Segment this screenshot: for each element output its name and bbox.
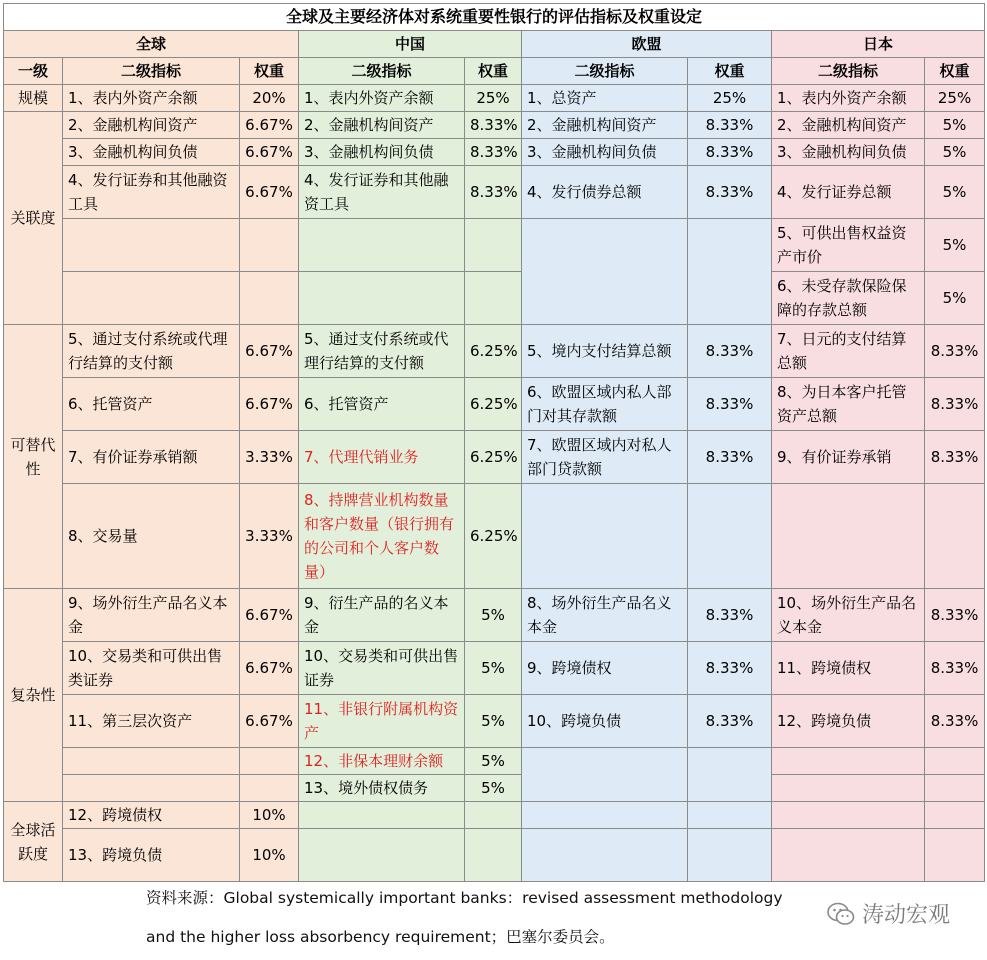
indicator-global: 1、表内外资产余额: [63, 85, 240, 112]
category-substitutability: 可替代性: [4, 325, 63, 589]
indicator-japan: [772, 775, 925, 802]
weight-japan: 25%: [925, 85, 985, 112]
table-row: [4, 112, 985, 139]
level2-header-eu: 二级指标: [522, 58, 688, 85]
table-row: [4, 139, 985, 166]
indicator-china: [299, 802, 465, 829]
table-row: [4, 219, 985, 272]
indicator-global: 9、场外衍生产品名义本金: [63, 589, 240, 642]
indicator-japan: 9、有价证券承销: [772, 431, 925, 484]
indicator-japan: 5、可供出售权益资产市价: [772, 219, 925, 272]
indicator-global: 6、托管资产: [63, 378, 240, 431]
category-interconnect: 关联度: [4, 112, 63, 325]
weight-japan: [925, 748, 985, 775]
weight-china: [465, 272, 522, 325]
table-row: [4, 642, 985, 695]
weight-japan: 5%: [925, 112, 985, 139]
weight-global: 3.33%: [240, 484, 299, 589]
indicator-global: 4、发行证券和其他融资工具: [63, 166, 240, 219]
indicator-japan: 2、金融机构间资产: [772, 112, 925, 139]
indicator-china: 1、表内外资产余额: [299, 85, 465, 112]
region-header-japan: 日本: [772, 31, 985, 58]
table-row: [4, 431, 985, 484]
indicator-japan: 1、表内外资产余额: [772, 85, 925, 112]
weight-global: [240, 272, 299, 325]
category-scale: 规模: [4, 85, 63, 112]
weight-china: [465, 219, 522, 272]
weight-global: 6.67%: [240, 695, 299, 748]
weight-japan: 8.33%: [925, 325, 985, 378]
weight-china: [465, 829, 522, 882]
category-global: 全球活跃度: [4, 802, 63, 882]
indicator-global: [63, 748, 240, 775]
indicator-eu: 6、欧盟区域内私人部门对其存款额: [522, 378, 688, 431]
weight-china: 6.25%: [465, 325, 522, 378]
weight-japan: [925, 775, 985, 802]
weight-china: 5%: [465, 642, 522, 695]
indicator-eu: 2、金融机构间资产: [522, 112, 688, 139]
level2-header-china: 二级指标: [299, 58, 465, 85]
indicator-global: 10、交易类和可供出售类证券: [63, 642, 240, 695]
weight-china: 6.25%: [465, 431, 522, 484]
weight-china: 6.25%: [465, 378, 522, 431]
level2-header-japan: 二级指标: [772, 58, 925, 85]
indicator-global: 5、通过支付系统或代理行结算的支付额: [63, 325, 240, 378]
weight-eu: 25%: [688, 85, 772, 112]
indicator-eu: [522, 484, 688, 589]
weight-global: 6.67%: [240, 589, 299, 642]
weight-eu: 8.33%: [688, 112, 772, 139]
indicator-global: 13、跨境负债: [63, 829, 240, 882]
indicator-china: 4、发行证券和其他融资工具: [299, 166, 465, 219]
indicator-china: 2、金融机构间资产: [299, 112, 465, 139]
weight-global: 6.67%: [240, 642, 299, 695]
weight-eu: 8.33%: [688, 695, 772, 748]
indicator-japan: 12、跨境负债: [772, 695, 925, 748]
weight-global: 6.67%: [240, 378, 299, 431]
weight-eu: 8.33%: [688, 589, 772, 642]
weight-eu: [688, 219, 772, 325]
weight-global: 6.67%: [240, 112, 299, 139]
weight-china: 8.33%: [465, 139, 522, 166]
watermark: [826, 898, 950, 929]
category-complexity: 复杂性: [4, 589, 63, 802]
indicator-eu: 5、境内支付结算总额: [522, 325, 688, 378]
source-note-line2: and the higher loss absorbency requirement；巴塞尔委员会。: [146, 928, 615, 946]
weight-header-eu: 权重: [688, 58, 772, 85]
indicator-global: 7、有价证券承销额: [63, 431, 240, 484]
level2-header-global: 二级指标: [63, 58, 240, 85]
weight-china: 5%: [465, 589, 522, 642]
indicator-japan: 4、发行证券总额: [772, 166, 925, 219]
indicator-eu: 4、发行债券总额: [522, 166, 688, 219]
weight-eu: [688, 829, 772, 882]
indicator-china: 6、托管资产: [299, 378, 465, 431]
weight-japan: 8.33%: [925, 431, 985, 484]
region-header-eu: 欧盟: [522, 31, 772, 58]
region-header-china: 中国: [299, 31, 522, 58]
indicator-eu: 10、跨境负债: [522, 695, 688, 748]
indicator-china: 9、衍生产品的名义本金: [299, 589, 465, 642]
weight-eu: 8.33%: [688, 139, 772, 166]
weight-japan: [925, 802, 985, 829]
indicator-global: 8、交易量: [63, 484, 240, 589]
indicator-eu: 9、跨境债权: [522, 642, 688, 695]
weight-japan: 5%: [925, 272, 985, 325]
weight-japan: [925, 829, 985, 882]
weight-china: 5%: [465, 748, 522, 775]
indicator-china: 12、非保本理财余额: [299, 748, 465, 775]
wechat-icon: [826, 901, 856, 927]
weight-japan: [925, 484, 985, 589]
weight-japan: 8.33%: [925, 378, 985, 431]
weight-global: 20%: [240, 85, 299, 112]
weight-global: 6.67%: [240, 325, 299, 378]
indicator-japan: 10、场外衍生产品名义本金: [772, 589, 925, 642]
weight-eu: [688, 802, 772, 829]
weight-global: 6.67%: [240, 139, 299, 166]
weight-china: 6.25%: [465, 484, 522, 589]
weight-global: [240, 219, 299, 272]
weight-eu: 8.33%: [688, 166, 772, 219]
indicator-global: [63, 272, 240, 325]
weight-eu: 8.33%: [688, 378, 772, 431]
indicator-china: 13、境外债权债务: [299, 775, 465, 802]
weight-global: [240, 748, 299, 775]
weight-china: [465, 802, 522, 829]
weight-global: 3.33%: [240, 431, 299, 484]
table-title: 全球及主要经济体对系统重要性银行的评估指标及权重设定: [4, 4, 985, 31]
indicator-japan: [772, 802, 925, 829]
indicator-china: [299, 829, 465, 882]
weight-global: [240, 775, 299, 802]
weight-japan: 5%: [925, 139, 985, 166]
indicator-china: 8、持牌营业机构数量和客户数量（银行拥有的公司和个人客户数量）: [299, 484, 465, 589]
table-row: [4, 272, 985, 325]
gsib-indicator-table: [3, 3, 985, 882]
indicator-japan: 6、未受存款保险保障的存款总额: [772, 272, 925, 325]
weight-japan: 8.33%: [925, 695, 985, 748]
indicator-global: [63, 219, 240, 272]
weight-china: 5%: [465, 775, 522, 802]
indicator-japan: 7、日元的支付结算总额: [772, 325, 925, 378]
indicator-eu: [522, 829, 688, 882]
weight-china: 25%: [465, 85, 522, 112]
indicator-china: [299, 272, 465, 325]
table-row: [4, 484, 985, 589]
indicator-japan: 8、为日本客户托管资产总额: [772, 378, 925, 431]
indicator-global: [63, 775, 240, 802]
weight-china: 8.33%: [465, 166, 522, 219]
table-row: [4, 802, 985, 829]
indicator-japan: 3、金融机构间负债: [772, 139, 925, 166]
weight-japan: 5%: [925, 219, 985, 272]
weight-global: 10%: [240, 829, 299, 882]
indicator-global: 3、金融机构间负债: [63, 139, 240, 166]
indicator-global: 11、第三层次资产: [63, 695, 240, 748]
table-row: [4, 829, 985, 882]
table-row: [4, 378, 985, 431]
table-row: [4, 748, 985, 775]
weight-eu: [688, 748, 772, 802]
watermark-text: 涛动宏观: [862, 903, 951, 928]
indicator-japan: [772, 484, 925, 589]
weight-header-china: 权重: [465, 58, 522, 85]
indicator-global: 2、金融机构间资产: [63, 112, 240, 139]
indicator-eu: 7、欧盟区域内对私人部门贷款额: [522, 431, 688, 484]
indicator-global: 12、跨境债权: [63, 802, 240, 829]
indicator-eu: 1、总资产: [522, 85, 688, 112]
table-row: [4, 325, 985, 378]
indicator-china: 7、代理代销业务: [299, 431, 465, 484]
table-row: [4, 695, 985, 748]
indicator-china: 10、交易类和可供出售证券: [299, 642, 465, 695]
level1-header: 一级: [4, 58, 63, 85]
region-header-global: 全球: [4, 31, 299, 58]
weight-eu: 8.33%: [688, 642, 772, 695]
indicator-eu: [522, 219, 688, 325]
weight-header-global: 权重: [240, 58, 299, 85]
indicator-eu: 3、金融机构间负债: [522, 139, 688, 166]
indicator-china: 5、通过支付系统或代理行结算的支付额: [299, 325, 465, 378]
table-row: [4, 166, 985, 219]
indicator-japan: [772, 829, 925, 882]
weight-eu: [688, 484, 772, 589]
indicator-eu: [522, 802, 688, 829]
weight-japan: 8.33%: [925, 589, 985, 642]
indicator-eu: 8、场外衍生产品名义本金: [522, 589, 688, 642]
weight-japan: 5%: [925, 166, 985, 219]
table-row: [4, 589, 985, 642]
weight-header-japan: 权重: [925, 58, 985, 85]
weight-japan: 8.33%: [925, 642, 985, 695]
weight-eu: 8.33%: [688, 431, 772, 484]
indicator-china: [299, 219, 465, 272]
table-row: [4, 775, 985, 802]
weight-china: 5%: [465, 695, 522, 748]
indicator-china: 3、金融机构间负债: [299, 139, 465, 166]
weight-eu: 8.33%: [688, 325, 772, 378]
source-note-line1: 资料来源：Global systemically important banks：revised assessment methodology: [146, 889, 783, 907]
indicator-japan: 11、跨境债权: [772, 642, 925, 695]
indicator-eu: [522, 748, 688, 802]
weight-china: 8.33%: [465, 112, 522, 139]
table-row: [4, 85, 985, 112]
weight-global: 10%: [240, 802, 299, 829]
weight-global: 6.67%: [240, 166, 299, 219]
indicator-china: 11、非银行附属机构资产: [299, 695, 465, 748]
indicator-japan: [772, 748, 925, 775]
